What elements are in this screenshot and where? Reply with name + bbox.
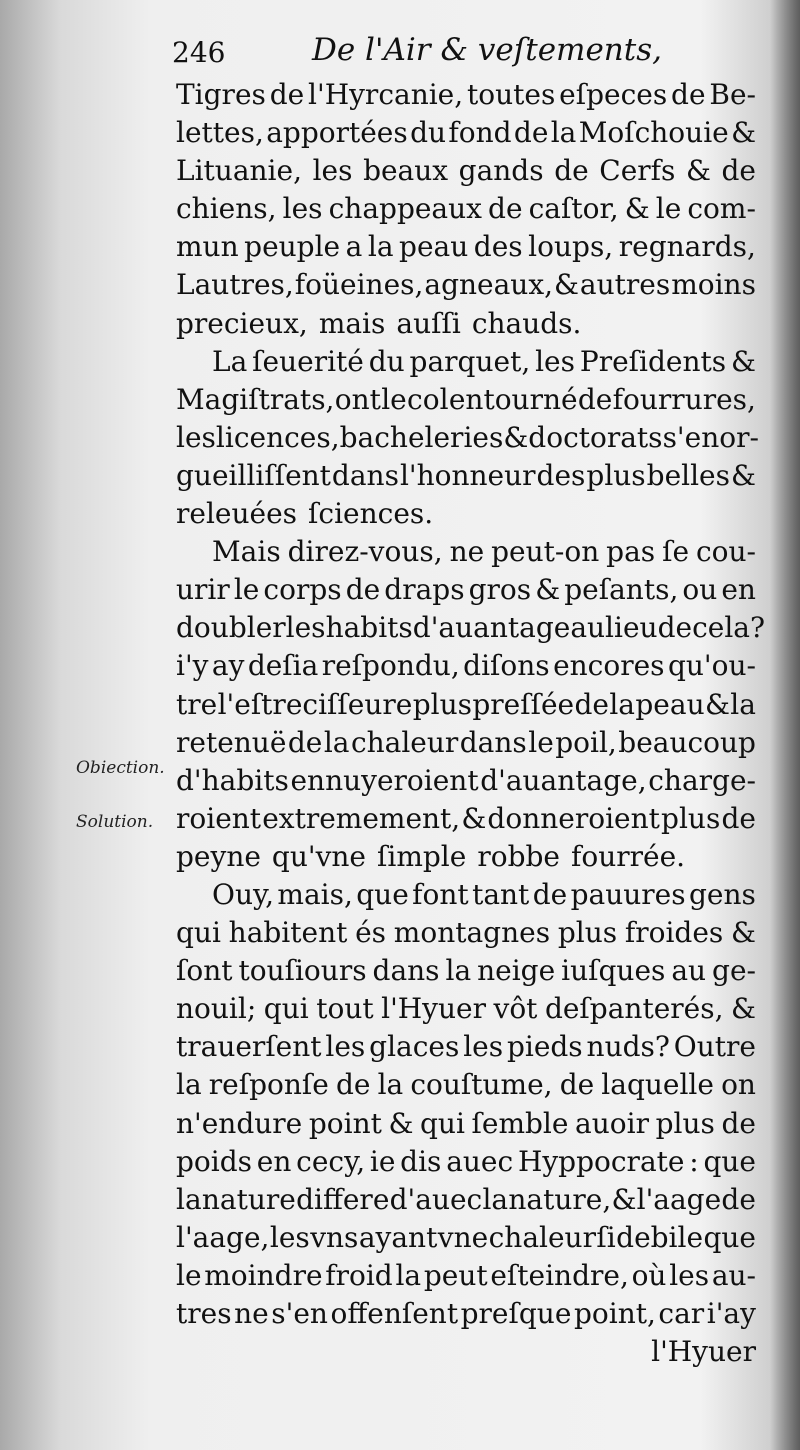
word: ſemble	[471, 1106, 569, 1140]
word: debile	[616, 1220, 704, 1254]
word: Lituanie,	[176, 154, 302, 188]
text-line	[176, 724, 756, 762]
word: de	[559, 1068, 595, 1102]
word: Outre	[673, 1030, 756, 1064]
word: foüeines,	[294, 268, 424, 302]
word: la	[323, 725, 350, 759]
word: nouil;	[176, 992, 257, 1026]
word: La	[212, 344, 248, 378]
word: couſtume,	[410, 1068, 553, 1102]
word: les	[463, 1030, 504, 1064]
word: auſſi	[396, 306, 461, 340]
word: ie	[369, 1144, 396, 1178]
word: beaucoup	[618, 725, 756, 759]
word: de	[269, 78, 305, 111]
word: la	[730, 687, 756, 721]
word: point	[308, 1106, 382, 1140]
word: d'auantage,	[480, 763, 647, 797]
word: poil,	[555, 725, 617, 759]
word: ayant	[358, 1220, 438, 1254]
word: &	[685, 154, 711, 188]
word: de	[345, 573, 381, 607]
word: Magiſtrats,	[176, 382, 335, 416]
word: Mais	[212, 535, 281, 569]
word: la	[395, 1258, 422, 1292]
word: le	[176, 1258, 202, 1292]
word: licences,	[215, 420, 340, 454]
word: i'y	[176, 649, 209, 683]
word: ne	[234, 1297, 269, 1330]
text-line	[176, 190, 756, 228]
word: en	[256, 1144, 292, 1178]
word: la	[377, 1068, 404, 1102]
text-line	[176, 990, 756, 1028]
word: gueilliſſent	[176, 458, 331, 492]
word: laquelle	[601, 1068, 714, 1102]
word: releuées	[176, 497, 298, 531]
word: &	[535, 573, 561, 607]
word: com-	[687, 192, 756, 226]
text-line	[176, 647, 756, 685]
word: encores	[553, 649, 665, 683]
word: &	[611, 1182, 637, 1216]
word: peyne	[176, 839, 261, 873]
text-line	[176, 495, 756, 533]
word: gros	[468, 573, 532, 607]
page-header	[172, 32, 762, 76]
word: que	[703, 1144, 756, 1178]
word: &	[731, 116, 756, 150]
word: les	[269, 1220, 310, 1254]
word: plus	[412, 687, 472, 721]
word: font	[412, 877, 469, 911]
text-line	[176, 838, 756, 876]
word: de	[532, 877, 568, 911]
word: poids	[176, 1144, 253, 1178]
word: que	[356, 877, 409, 911]
word: vns	[310, 1220, 359, 1254]
word: plus	[661, 801, 721, 835]
word: offenſent	[330, 1297, 459, 1330]
text-line	[176, 228, 756, 266]
body-text	[176, 76, 765, 1371]
word: nature	[201, 1182, 296, 1216]
text-line	[176, 114, 756, 152]
word: peau	[399, 230, 469, 264]
word: car	[658, 1297, 705, 1330]
word: les	[669, 1258, 710, 1292]
text-line	[176, 1181, 756, 1219]
word: Preſidents	[579, 344, 727, 378]
word: parquet,	[409, 344, 531, 378]
word: du	[410, 116, 447, 150]
word: point,	[573, 1297, 656, 1330]
word: plus	[557, 916, 618, 950]
word: deſpanterés,	[544, 992, 724, 1026]
word: n'endure	[176, 1106, 303, 1140]
word: la	[176, 1182, 202, 1216]
word: peau	[635, 687, 705, 721]
word: differe	[296, 1182, 390, 1216]
word: glaces	[369, 1030, 460, 1064]
word: l'aage	[636, 1182, 722, 1216]
word: la	[445, 954, 472, 988]
word: du	[368, 344, 405, 378]
word: montagnes	[393, 916, 551, 950]
word: de	[577, 382, 613, 416]
word: agneaux,	[424, 268, 554, 302]
word: de	[721, 154, 756, 188]
word: eſpeces	[559, 78, 668, 111]
word: au	[671, 954, 707, 988]
word: ſciences.	[308, 497, 434, 531]
word: ſimple	[377, 839, 467, 873]
word: au-	[711, 1258, 756, 1292]
word: des	[536, 458, 586, 492]
word: tant	[472, 877, 530, 911]
word: és	[355, 916, 387, 950]
word: peut-on	[491, 535, 600, 569]
word: les	[282, 192, 323, 226]
word: des	[473, 230, 523, 264]
word: Moſchouie	[578, 116, 729, 150]
word: au	[570, 611, 606, 645]
text-line	[176, 800, 756, 838]
word: gens	[689, 877, 756, 911]
word: regnards,	[618, 230, 756, 264]
text-line	[176, 266, 756, 304]
word: qu'ou-	[667, 649, 756, 683]
word: preſſée	[472, 687, 575, 721]
word: Hyppocrate	[517, 1144, 685, 1178]
word: les	[176, 420, 216, 454]
word: qui	[263, 992, 309, 1026]
word: &	[731, 916, 756, 950]
word: neige	[477, 954, 556, 988]
word: la	[609, 687, 635, 721]
running-title: De l'Air & veſtements,	[312, 32, 662, 68]
word: de	[574, 687, 609, 721]
word: cou-	[695, 535, 756, 569]
word: charge-	[648, 763, 756, 797]
word: chaleur	[488, 1220, 596, 1254]
word: de	[513, 116, 549, 150]
word: peut	[423, 1258, 488, 1292]
text-line	[176, 1143, 756, 1181]
word: Tigres	[176, 78, 266, 111]
word: pas	[606, 535, 656, 569]
word: reſponſe	[208, 1068, 329, 1102]
word: d'auec	[389, 1182, 483, 1216]
word: ſont	[176, 954, 233, 988]
word: la	[550, 116, 577, 150]
word: lettes,	[176, 116, 264, 150]
text-line	[176, 1295, 756, 1333]
text-line	[176, 571, 756, 609]
word: le	[655, 192, 682, 226]
word: &	[731, 992, 756, 1026]
word: habits	[325, 611, 413, 645]
word: fond	[448, 116, 512, 150]
word: retenuë	[176, 725, 287, 759]
word: direz-vous,	[287, 535, 443, 569]
word: on	[721, 1068, 756, 1102]
word: robbe	[477, 839, 560, 873]
word: Cerfs	[599, 154, 676, 188]
word: ne	[449, 535, 485, 569]
word: &	[461, 801, 487, 835]
word: dans	[459, 725, 527, 759]
word: &	[704, 687, 730, 721]
word: &	[624, 192, 650, 226]
word: la	[482, 1182, 509, 1216]
text-line	[176, 1066, 756, 1104]
word: froid	[325, 1258, 393, 1292]
word: diſons	[463, 649, 550, 683]
page-gutter-shadow	[770, 0, 800, 1450]
word: fourrée.	[571, 839, 686, 873]
word: chauds.	[471, 306, 582, 340]
word: preſque	[460, 1297, 572, 1330]
word: plus	[586, 458, 646, 492]
word: &	[730, 458, 756, 492]
word: ennuyeroient	[290, 763, 479, 797]
word: draps	[384, 573, 465, 607]
word: lieu	[605, 611, 658, 645]
word: dis	[400, 1144, 442, 1178]
word: bacheleries	[339, 420, 504, 454]
word: doubler	[176, 611, 286, 645]
word: habitent	[228, 916, 348, 950]
word: trauerſent	[176, 1030, 322, 1064]
word: &	[730, 344, 756, 378]
word: toutes	[466, 78, 556, 111]
text-line	[176, 686, 756, 724]
word: dans	[331, 458, 399, 492]
word: d'habits	[176, 763, 289, 797]
word: de	[335, 1068, 371, 1102]
word: or-	[719, 420, 759, 454]
margin-note-solution: Solution.	[76, 812, 154, 832]
word: froides	[624, 916, 724, 950]
word: le	[233, 573, 260, 607]
word: reſpondu,	[321, 649, 460, 683]
word: donneroient	[487, 801, 660, 835]
word: loups,	[528, 230, 614, 264]
word: l'Hyrcanie,	[308, 78, 464, 111]
word: ou	[682, 573, 718, 607]
word: Ouy,	[212, 877, 274, 911]
word: vne	[437, 1220, 489, 1254]
word: touſiours	[238, 954, 367, 988]
word: la	[367, 230, 394, 264]
word: de	[671, 78, 706, 111]
word: chiens,	[176, 192, 277, 226]
text-line	[176, 152, 756, 190]
word: nuds?	[586, 1030, 670, 1064]
text-line	[176, 305, 756, 343]
text-line	[176, 381, 756, 419]
word: moins	[671, 268, 756, 302]
word: s'en	[662, 420, 720, 454]
word: auec	[446, 1144, 514, 1178]
word: :	[689, 1144, 699, 1178]
word: roient	[176, 801, 262, 835]
word: col	[407, 382, 449, 416]
word: tres	[176, 1297, 232, 1330]
word: precieux,	[176, 306, 308, 340]
word: entourné	[448, 382, 578, 416]
word: caſtor,	[528, 192, 619, 226]
text-line	[176, 952, 756, 990]
text-line	[176, 762, 756, 800]
text-line	[176, 76, 756, 114]
word: &	[388, 1106, 414, 1140]
word: nature,	[508, 1182, 612, 1216]
word: peſants,	[564, 573, 679, 607]
word: cecy,	[296, 1144, 366, 1178]
text-line	[176, 533, 756, 571]
text-line	[176, 457, 756, 495]
margin-note-objection: Obiection.	[76, 758, 165, 778]
word: de	[721, 1182, 756, 1216]
word: beaux	[363, 154, 449, 188]
word: d'auantage	[412, 611, 571, 645]
word: ſe	[662, 535, 690, 569]
word: apportées	[266, 116, 408, 150]
word: de	[287, 725, 323, 759]
word: de	[721, 801, 756, 835]
word: les	[312, 154, 353, 188]
word: mais,	[277, 877, 353, 911]
word: le	[528, 725, 554, 759]
word: tout	[316, 992, 374, 1026]
text-line	[176, 343, 756, 381]
text-line	[176, 1105, 756, 1143]
word: ſeuerité	[252, 344, 364, 378]
word: pauures	[570, 877, 686, 911]
word: ge-	[712, 954, 756, 988]
word: plus	[655, 1106, 715, 1140]
word: s'en	[271, 1297, 328, 1330]
word: en	[721, 573, 756, 607]
word: mais	[318, 306, 386, 340]
word: tre	[176, 687, 218, 721]
word: mun	[176, 230, 239, 264]
text-line	[176, 876, 756, 914]
text-line	[176, 1333, 756, 1371]
word: doctorats	[528, 420, 663, 454]
word: urir	[176, 573, 230, 607]
word: eſteindre,	[490, 1258, 629, 1292]
text-line	[176, 609, 765, 647]
word: deſia	[247, 649, 319, 683]
word: Lautres,	[176, 268, 294, 302]
text-line	[176, 419, 759, 457]
word: peuple	[244, 230, 341, 264]
word: l'Hyuer	[381, 992, 486, 1026]
word: de	[488, 192, 523, 226]
word: le	[381, 382, 407, 416]
word: que	[703, 1220, 756, 1254]
word: extremement,	[262, 801, 461, 835]
word: autres	[579, 268, 671, 302]
word: ont	[334, 382, 381, 416]
word: qui	[420, 1106, 465, 1140]
word: moindre	[204, 1258, 323, 1292]
word: qui	[176, 916, 221, 950]
page-number: 246	[172, 36, 226, 69]
word: cela?	[692, 611, 765, 645]
word: les	[535, 344, 575, 378]
word: de	[554, 154, 589, 188]
word: ay	[211, 649, 245, 683]
word: où	[631, 1258, 667, 1292]
word: i'ay	[706, 1297, 756, 1330]
word: iuſques	[561, 954, 666, 988]
word: &	[554, 268, 579, 302]
word: qu'vne	[271, 839, 366, 873]
word: les	[325, 1030, 366, 1064]
text-line	[176, 1219, 756, 1257]
word: &	[503, 420, 529, 454]
word: vôt	[493, 992, 538, 1026]
word: Be-	[709, 78, 756, 111]
word: de	[721, 1106, 756, 1140]
word: l'honneur	[399, 458, 536, 492]
word: l'eſtreciſſeure	[217, 687, 413, 721]
word: auoir	[575, 1106, 649, 1140]
word: belles	[646, 458, 730, 492]
word: l'Hyuer	[651, 1335, 756, 1369]
word: gands	[458, 154, 544, 188]
word: les	[285, 611, 326, 645]
word: ſi	[596, 1220, 616, 1254]
word: chappeaux	[328, 192, 482, 226]
word: pieds	[506, 1030, 583, 1064]
word: corps	[263, 573, 342, 607]
text-line	[176, 1257, 756, 1295]
text-line	[176, 1028, 756, 1066]
word: dans	[372, 954, 440, 988]
word: de	[657, 611, 693, 645]
word: chaleur	[350, 725, 459, 759]
text-line	[176, 914, 756, 952]
word: fourrures,	[612, 382, 756, 416]
word: la	[176, 1068, 202, 1102]
word: a	[345, 230, 363, 264]
word: l'aage,	[176, 1220, 270, 1254]
